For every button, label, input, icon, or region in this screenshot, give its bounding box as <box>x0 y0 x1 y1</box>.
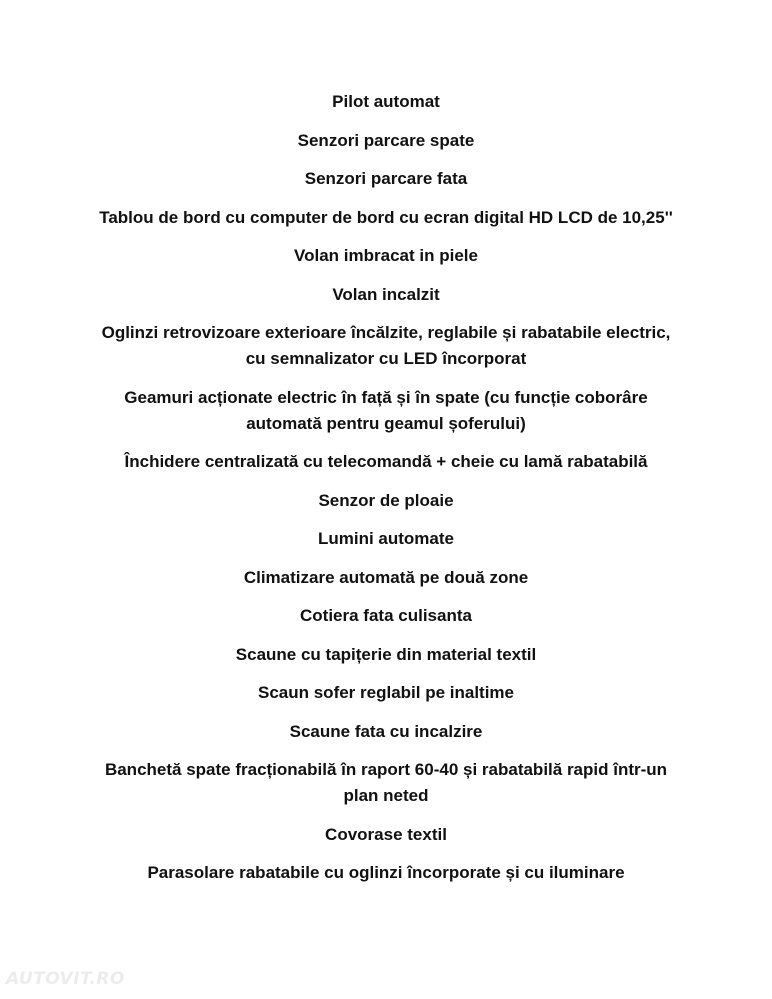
feature-item: Tablou de bord cu computer de bord cu ecran digital HD LCD de 10,25'' <box>99 207 673 227</box>
feature-item: Climatizare automată pe două zone <box>243 567 529 587</box>
feature-list <box>60 89 712 899</box>
feature-item: Geamuri acționate electric în față și în spate (cu funcție coborâre automată pentru geamul șoferului) <box>124 387 648 433</box>
feature-item: Parasolare rabatabile cu oglinzi încorporate și cu iluminare <box>147 863 625 882</box>
feature-item: Banchetă spate fracționabilă în raport 60-40 și rabatabilă rapid într-un plan neted <box>104 760 668 805</box>
feature-item: Lumini automate <box>317 529 454 548</box>
feature-item: Scaune fata cu incalzire <box>289 721 483 741</box>
feature-item: Cotiera fata culisanta <box>300 606 472 625</box>
feature-item: Volan incalzit <box>332 284 440 304</box>
feature-item: Scaune cu tapițerie din material textil <box>235 644 537 664</box>
feature-item: Scaun sofer reglabil pe inaltime <box>257 683 515 702</box>
feature-item: Volan imbracat in piele <box>294 246 478 265</box>
feature-item: Covorase textil <box>325 824 447 844</box>
feature-item: Oglinzi retrovizoare exterioare încălzite, reglabile și rabatabile electric, cu semnalizator cu LED încorporat <box>101 323 671 368</box>
feature-item: Senzori parcare fata <box>304 169 468 188</box>
feature-item: Senzori parcare spate <box>297 130 475 150</box>
feature-item: Senzor de ploaie <box>318 490 454 510</box>
feature-item: Pilot automat <box>332 92 440 111</box>
watermark-logo: AUTOVIT.RO <box>6 969 125 989</box>
feature-item: Închidere centralizată cu telecomandă + cheie cu lamă rabatabilă <box>124 452 648 471</box>
